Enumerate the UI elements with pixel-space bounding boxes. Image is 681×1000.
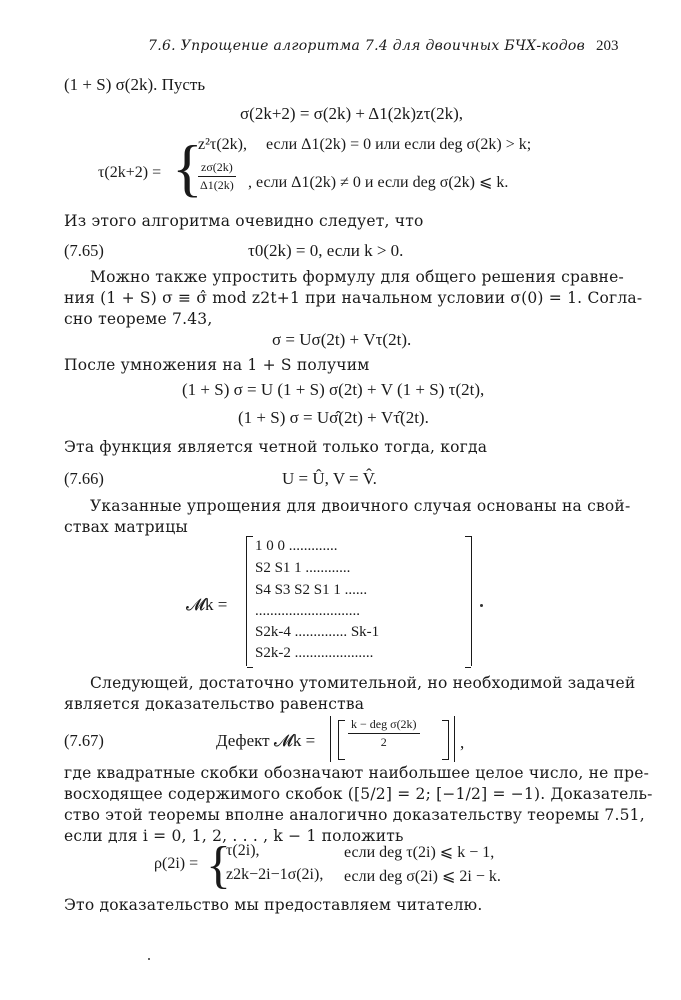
matrix-row: ............................ [255, 603, 360, 619]
fraction-numerator: zσ(2k) [198, 160, 236, 177]
matrix-bracket [246, 536, 472, 666]
matrix-lhs: 𝓜k = [186, 595, 228, 614]
paragraph-line: Эта функция является четной только тогда, когда [64, 438, 488, 456]
paragraph-line: ствах матрицы [64, 518, 188, 536]
floor-bracket-right [442, 720, 449, 760]
paragraph-line: Следующей, достаточно утомительной, но необходимой задачей [90, 674, 636, 692]
print-speck [148, 958, 150, 960]
paragraph-line: сно теореме 7.43, [64, 310, 213, 328]
matrix-row: S4 S3 S2 S1 1 ...... [255, 582, 368, 598]
floor-bracket-left [338, 720, 345, 760]
equation-rho-case2-condition: если deg σ(2i) ⩽ 2i − k. [344, 868, 501, 885]
page-number: 203 [596, 38, 619, 54]
equation-7-67-fraction [348, 717, 420, 750]
text-line: (1 + S) σ(2k). Пусть [64, 75, 206, 94]
equation-number: (7.66) [64, 469, 104, 488]
matrix-row: S2k-4 .............. Sk-1 [255, 624, 380, 640]
equation-number: (7.65) [64, 241, 104, 260]
left-brace: { [172, 132, 203, 203]
equation-tau-case2-condition: , если Δ1(2k) ≠ 0 и если deg σ(2k) ⩽ k. [248, 174, 509, 191]
paragraph-line: является доказательство равенства [64, 695, 365, 713]
paragraph-line: После умножения на 1 + S получим [64, 356, 370, 374]
absolute-value-bar-left [330, 716, 331, 762]
paragraph-line: восходящее содержимого скобок ([5/2] = 2; [−1/2] = −1). Доказатель- [64, 785, 653, 803]
equation-7-67-tail: , [460, 733, 465, 752]
equation-multiplication-2: (1 + S) σ = Uσ̂(2t) + Vτ̂(2t). [238, 408, 429, 427]
fraction-denominator: 2 [380, 735, 387, 749]
equation-rho-lhs: ρ(2i) = [154, 855, 199, 872]
matrix-row: S2 S1 1 ............ [255, 560, 351, 576]
absolute-value-bar-right [454, 716, 455, 762]
matrix-row: S2k-2 ..................... [255, 645, 374, 661]
equation-sigma-update: σ(2k+2) = σ(2k) + Δ1(2k)zτ(2k), [240, 104, 464, 123]
matrix-row: 1 0 0 ............. [255, 538, 338, 554]
paragraph-line: Из этого алгоритма очевидно следует, что [64, 212, 424, 230]
equation-multiplication-1: (1 + S) σ = U (1 + S) σ(2t) + V (1 + S) τ(2t), [182, 380, 485, 399]
equation-tau-case2-fraction [198, 160, 236, 193]
equation-tau-lhs: τ(2k+2) = [98, 164, 162, 181]
equation-7-67-lhs: Дефект 𝓜k = [216, 731, 316, 750]
equation-7-66: U = Û, V = V̂. [282, 469, 377, 488]
paragraph-line: Можно также упростить формулу для общего решения сравне- [90, 268, 624, 286]
running-title: 7.6. Упрощение алгоритма 7.4 для двоичных БЧХ-кодов [148, 38, 586, 54]
equation-rho-case1-condition: если deg τ(2i) ⩽ k − 1, [344, 844, 495, 861]
fraction-denominator: Δ1(2k) [200, 178, 234, 192]
terminal-period [480, 604, 483, 607]
left-brace: { [206, 837, 231, 894]
equation-tau-case1: z²τ(2k), [198, 136, 247, 153]
equation-tau-case1-condition: если Δ1(2k) = 0 или если deg σ(2k) > k; [266, 136, 532, 153]
equation-rho-case1: τ(2i), [226, 842, 260, 859]
equation-7-65: τ0(2k) = 0, если k > 0. [248, 241, 404, 260]
paragraph-line: ство этой теоремы вполне аналогично доказательству теоремы 7.51, [64, 806, 645, 824]
equation-number: (7.67) [64, 731, 104, 750]
paragraph-line: Это доказательство мы предоставляем читателю. [64, 896, 483, 914]
paragraph-line: Указанные упрощения для двоичного случая основаны на свой- [90, 497, 631, 515]
paragraph-line: где квадратные скобки обозначают наибольшее целое число, не пре- [64, 764, 650, 782]
equation-rho-case2: z2k−2i−1σ(2i), [226, 866, 324, 883]
fraction-numerator: k − deg σ(2k) [348, 717, 420, 734]
paragraph-line: если для i = 0, 1, 2, . . . , k − 1 положить [64, 827, 404, 845]
equation-sigma-uv: σ = Uσ(2t) + Vτ(2t). [272, 330, 412, 349]
paragraph-line: ния (1 + S) σ ≡ σ̂ mod z2t+1 при начальном условии σ(0) = 1. Согла- [64, 289, 643, 307]
